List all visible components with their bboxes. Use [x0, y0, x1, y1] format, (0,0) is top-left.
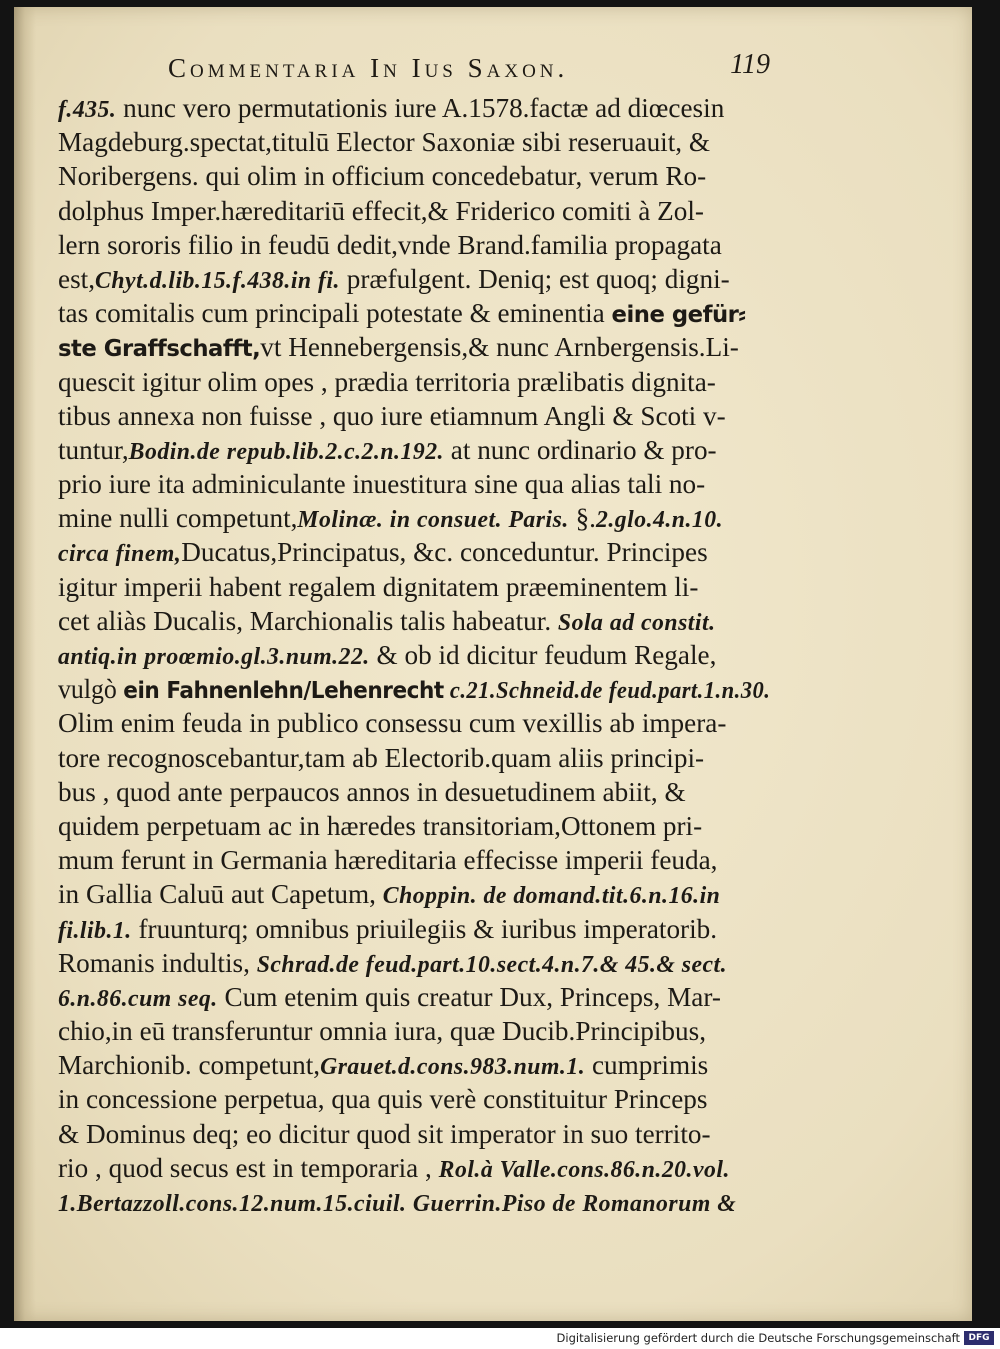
text-line: [58, 741, 770, 775]
latin-text: at nunc ordinario & pro-: [443, 433, 717, 465]
page-gutter-shadow: [14, 7, 36, 1321]
latin-text: dolphus Imper.hæreditariū effecit,& Friderico comiti à Zol-: [58, 194, 704, 226]
footer-strip: [0, 1328, 1000, 1349]
citation-text: 6.n.86.cum seq.: [58, 985, 218, 1012]
latin-text: tibus annexa non fuisse , quo iure etiamnum Angli & Scoti v-: [58, 399, 726, 431]
latin-text: prio iure ita adminiculante inuestitura sine qua alias tali no-: [58, 468, 706, 500]
latin-text: & Dominus deq; eo dicitur quod sit imperator in suo territo-: [58, 1117, 711, 1149]
citation-text: f.435.: [58, 97, 117, 123]
latin-text: est,: [58, 262, 96, 294]
citation-text: Bodin.de repub.lib.2.c.2.n.192.: [128, 438, 444, 465]
text-line: [58, 706, 770, 740]
citation-text: antiq.in proœmio.gl.3.num.22.: [58, 644, 370, 670]
text-line: [58, 125, 770, 159]
citation-text: Molinæ. in consuet. Paris.: [297, 507, 569, 534]
citation-text: 2.glo.4.n.10.: [595, 507, 724, 534]
text-line: [58, 1014, 770, 1048]
text-line: [58, 91, 770, 125]
citation-text: 1.Bertazzoll.cons.12.num.15.ciuil. Guerrin.Piso de Romanorum &: [58, 1191, 737, 1217]
latin-text: tas comitalis cum principali potestate & eminentia: [58, 297, 612, 329]
text-line: [58, 535, 770, 569]
dfg-logo: DFG: [964, 1331, 994, 1345]
latin-text: in Gallia Caluū aut Capetum,: [58, 878, 383, 910]
latin-text: Noribergens. qui olim in officium concedebatur, verum Ro-: [58, 160, 707, 192]
citation-text: Schrad.de feud.part.10.sect.4.n.7.& 45.& sect.: [256, 951, 728, 978]
latin-text: §.: [568, 502, 596, 534]
text-line: [58, 1185, 770, 1219]
text-line: [58, 194, 770, 228]
german-blackletter-text: eine gefür⸗: [611, 302, 746, 329]
latin-text: Romanis indultis,: [58, 946, 257, 978]
latin-text: mine nulli competunt,: [58, 502, 298, 534]
latin-text: quescit igitur olim opes , prædia territoria prælibatis dignita-: [58, 365, 716, 397]
text-line: [58, 775, 770, 809]
german-blackletter-text: ein Fahnenlehn/Lehenrecht: [123, 678, 444, 705]
running-title: Commentaria In Ius Saxon.: [168, 53, 569, 83]
citation-text: Chyt.d.lib.15.f.438.in fi.: [95, 267, 340, 294]
latin-text: præfulgent. Deniq; est quoq; digni-: [339, 262, 730, 294]
text-line: [58, 330, 770, 364]
latin-text: tore recognoscebantur,tam ab Electorib.quam aliis principi-: [58, 741, 705, 773]
text-line: [58, 980, 770, 1014]
latin-text: Ducatus,Principatus, &c. conceduntur. Principes: [181, 536, 708, 568]
latin-text: & ob id dicitur feudum Regale,: [369, 639, 717, 670]
latin-text: Cum etenim quis creatur Dux, Princeps, Mar-: [217, 980, 721, 1012]
citation-text: Choppin. de domand.tit.6.n.16.in: [382, 883, 721, 910]
text-line: [58, 1048, 770, 1082]
text-line: [58, 433, 770, 467]
latin-text: Marchionib. competunt,: [58, 1049, 321, 1081]
text-line: [58, 809, 770, 843]
text-line: [58, 159, 770, 193]
latin-text: fruunturq; omnibus priuilegiis & iuribus imperatorib.: [131, 912, 718, 944]
text-line: [58, 1082, 770, 1116]
latin-text: quidem perpetuam ac in hæredes transitoriam,Ottonem pri-: [58, 809, 703, 841]
text-line: [58, 296, 770, 330]
text-line: [58, 228, 770, 262]
body-text: [58, 91, 778, 1219]
latin-text: cumprimis: [585, 1049, 709, 1081]
text-line: [58, 672, 771, 706]
funding-credit: Digitalisierung gefördert durch die Deutsche Forschungsgemeinschaft: [556, 1331, 960, 1345]
text-line: [58, 638, 770, 672]
text-line: [58, 501, 770, 535]
citation-text: Grauet.d.cons.983.num.1.: [320, 1054, 586, 1081]
latin-text: vt Hennebergensis,& nunc Arnbergensis.Li-: [260, 331, 739, 363]
latin-text: mum ferunt in Germania hæreditaria effecisse imperii feuda,: [58, 844, 718, 876]
text-line: [58, 399, 770, 433]
citation-text: Rol.à Valle.cons.86.n.20.vol.: [438, 1156, 730, 1183]
text-line: [58, 912, 770, 946]
text-line: [58, 946, 770, 980]
latin-text: bus , quod ante perpaucos annos in desuetudinem abiit, &: [58, 775, 686, 807]
book-page: [14, 7, 972, 1321]
text-line: [58, 1117, 770, 1151]
latin-text: igitur imperii habent regalem dignitatem præeminentem li-: [58, 570, 699, 602]
latin-text: Olim enim feuda in publico consessu cum vexillis ab impera-: [58, 707, 727, 739]
latin-text: tuntur,: [58, 433, 129, 465]
latin-text: cet aliàs Ducalis, Marchionalis talis habeatur.: [58, 604, 558, 636]
latin-text: rio , quod secus est in temporaria ,: [58, 1151, 439, 1183]
text-line: [58, 365, 770, 399]
text-line: [58, 570, 770, 604]
citation-text: c.21.Schneid.de feud.part.1.n.30.: [443, 678, 771, 705]
page-number: 119: [730, 49, 770, 80]
german-blackletter-text: ste Graffschafft,: [58, 336, 261, 363]
citation-text: fi.lib.1.: [58, 917, 132, 944]
latin-text: Magdeburg.spectat,titulū Elector Saxoniæ sibi reseruauit, &: [58, 126, 711, 158]
citation-text: circa finem,: [58, 541, 182, 568]
page-header: [168, 45, 768, 93]
latin-text: chio,in eū transferuntur omnia iura, quæ Ducib.Principibus,: [58, 1015, 707, 1047]
latin-text: vulgò: [58, 673, 124, 705]
latin-text: in concessione perpetua, qua quis verè constituitur Princeps: [58, 1083, 708, 1115]
text-line: [58, 843, 770, 877]
citation-text: Sola ad constit.: [557, 609, 716, 636]
text-line: [58, 262, 770, 296]
latin-text: lern sororis filio in feudū dedit,vnde Brand.familia propagata: [58, 228, 722, 260]
text-line: [58, 467, 770, 501]
text-line: [58, 1151, 770, 1185]
text-line: [58, 877, 770, 911]
text-line: [58, 604, 770, 638]
latin-text: nunc vero permutationis iure A.1578.factæ ad diœcesin: [116, 92, 725, 123]
